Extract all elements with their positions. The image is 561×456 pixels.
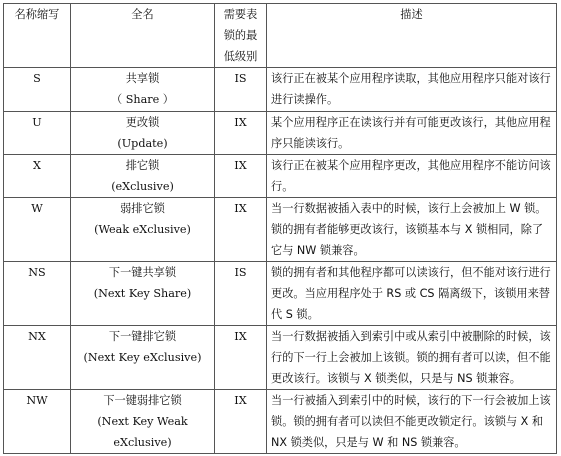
min-table-lock-level: IS bbox=[215, 262, 267, 326]
lock-name-chinese: 共享锁 bbox=[125, 72, 160, 85]
lock-full-name bbox=[71, 112, 215, 155]
lock-full-name bbox=[71, 198, 215, 262]
lock-name-english: (Weak eXclusive) bbox=[94, 223, 191, 236]
header-row bbox=[4, 4, 557, 68]
lock-name-english: (Update) bbox=[117, 137, 168, 150]
lock-name-chinese: 排它锁 bbox=[125, 159, 160, 172]
lock-description: 锁的拥有者和其他程序都可以读该行，但不能对该行进行更改。当应用程序处于 RS 或 CS 隔离级下，该锁用来替代 S 锁。 bbox=[267, 262, 557, 326]
lock-description: 当一行数据被插入到索引中或从索引中被删除的时候，该行的下一行上会被加上该锁。锁的拥有者可以读，但不能更改该行。该锁与 X 锁类似，只是与 NS 锁兼容。 bbox=[267, 326, 557, 390]
lock-abbreviation: U bbox=[4, 112, 71, 155]
lock-name-english: （ Share ） bbox=[111, 93, 174, 106]
lock-description: 该行正在被某个应用程序读取，其他应用程序只能对该行进行读操作。 bbox=[267, 68, 557, 112]
header-abbreviation: 名称缩写 bbox=[4, 4, 71, 68]
table-row bbox=[4, 326, 557, 390]
min-table-lock-level: IX bbox=[215, 112, 267, 155]
lock-name-chinese: 下一键弱排它锁 bbox=[103, 394, 182, 407]
lock-name-english: (Next Key Share) bbox=[93, 287, 192, 300]
min-table-lock-level: IX bbox=[215, 326, 267, 390]
lock-full-name bbox=[71, 326, 215, 390]
lock-abbreviation: NX bbox=[4, 326, 71, 390]
lock-name-english: (Next Key eXclusive) bbox=[83, 351, 202, 364]
lock-description: 当一行被插入到索引中的时候，该行的下一行会被加上该锁。锁的拥有者可以读但不能更改锁定行。该锁与 X 和 NX 锁类似，只是与 W 和 NS 锁兼容。 bbox=[267, 390, 557, 454]
header-min-table-lock-level: 需要表锁的最低级别 bbox=[215, 4, 267, 68]
lock-abbreviation: S bbox=[4, 68, 71, 112]
lock-name-chinese: 更改锁 bbox=[125, 116, 160, 129]
lock-name-chinese: 下一键排它锁 bbox=[108, 330, 177, 343]
table-row bbox=[4, 155, 557, 198]
lock-abbreviation: W bbox=[4, 198, 71, 262]
lock-full-name bbox=[71, 390, 215, 454]
table-row bbox=[4, 198, 557, 262]
table-row bbox=[4, 262, 557, 326]
lock-full-name bbox=[71, 262, 215, 326]
lock-abbreviation: NS bbox=[4, 262, 71, 326]
lock-full-name bbox=[71, 68, 215, 112]
lock-name-english: (Next Key Weak eXclusive) bbox=[97, 415, 188, 449]
lock-description: 某个应用程序正在读该行并有可能更改该行，其他应用程序只能读该行。 bbox=[267, 112, 557, 155]
min-table-lock-level: IS bbox=[215, 68, 267, 112]
min-table-lock-level: IX bbox=[215, 198, 267, 262]
lock-name-chinese: 弱排它锁 bbox=[120, 202, 165, 215]
lock-description: 当一行数据被插入表中的时候，该行上会被加上 W 锁。锁的拥有者能够更改该行，该锁基本与 X 锁相同，除了它与 NW 锁兼容。 bbox=[267, 198, 557, 262]
lock-name-english: (eXclusive) bbox=[111, 180, 174, 193]
lock-abbreviation: X bbox=[4, 155, 71, 198]
min-table-lock-level: IX bbox=[215, 155, 267, 198]
table-row bbox=[4, 112, 557, 155]
lock-full-name bbox=[71, 155, 215, 198]
lock-name-chinese: 下一键共享锁 bbox=[108, 266, 177, 279]
header-description: 描述 bbox=[267, 4, 557, 68]
table-row bbox=[4, 390, 557, 454]
lock-mode-table bbox=[3, 3, 557, 454]
min-table-lock-level: IX bbox=[215, 390, 267, 454]
lock-description: 该行正在被某个应用程序更改，其他应用程序不能访问该行。 bbox=[267, 155, 557, 198]
lock-abbreviation: NW bbox=[4, 390, 71, 454]
table-row bbox=[4, 68, 557, 112]
header-full-name: 全名 bbox=[71, 4, 215, 68]
